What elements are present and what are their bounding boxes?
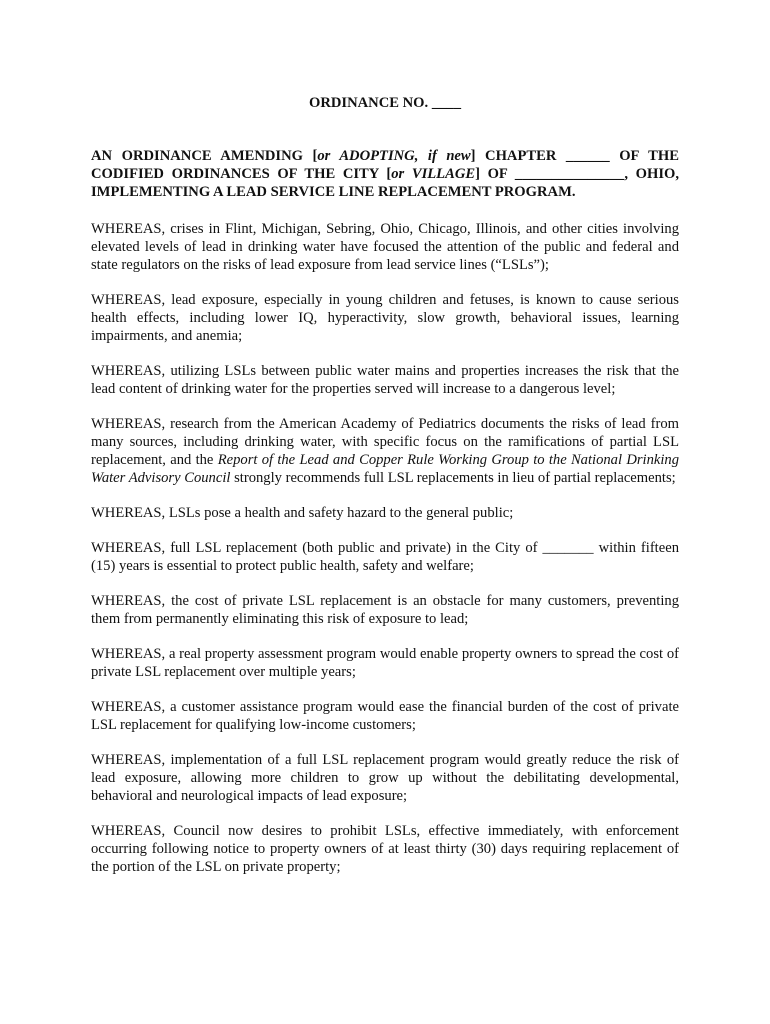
pediatrics-text-2: strongly recommends full LSL replacements in lieu of partial replacements;: [230, 470, 676, 486]
ordinance-title: ORDINANCE NO. ____: [308, 95, 462, 111]
pediatrics-text-1: WHEREAS, research from the American Academy of Pediatrics documents the risks of lead from many sources, including drinking water, with specific focus on the ramifications of partial LSL replacement, and the: [91, 416, 679, 468]
whereas-prohibit-lsls: WHEREAS, Council now desires to prohibit LSLs, effective immediately, with enforcement occurring following notice to property owners of at least thirty (30) days requiring replacement of the portion of the LSL on private property;: [91, 823, 679, 875]
heading-text-2: ] CHAPTER ______ OF THE CODIFIED ORDINANCES OF THE CITY [: [91, 148, 679, 182]
whereas-crises: WHEREAS, crises in Flint, Michigan, Sebring, Ohio, Chicago, Illinois, and other cities involving elevated levels of lead in drinking water have focused the attention of the public and federal and state regulators on the risks of lead exposure from lead service lines (“LSLs”);: [91, 221, 679, 273]
heading-text-1: AN ORDINANCE AMENDING [: [91, 148, 318, 164]
heading-italic-2: or VILLAGE: [391, 166, 476, 182]
whereas-full-replacement: WHEREAS, full LSL replacement (both public and private) in the City of _______ within fifteen (15) years is essential to protect public health, safety and welfare;: [91, 540, 679, 574]
report-title: Report of the Lead and Copper Rule Working Group to the National Drinking Water Advisory Council: [91, 452, 680, 486]
heading-italic-1: or ADOPTING, if new: [317, 148, 471, 164]
whereas-utilizing-lsls: WHEREAS, utilizing LSLs between public water mains and properties increases the risk that the lead content of drinking water for the properties served will increase to a dangerous level;: [91, 363, 679, 397]
whereas-assessment-program: WHEREAS, a real property assessment program would enable property owners to spread the cost of private LSL replacement over multiple years;: [91, 646, 679, 680]
whereas-cost-obstacle: WHEREAS, the cost of private LSL replacement is an obstacle for many customers, preventing them from permanently eliminating this risk of exposure to lead;: [91, 593, 679, 627]
ordinance-heading: [91, 147, 679, 201]
document-page: [91, 94, 679, 893]
whereas-reduce-risk: WHEREAS, implementation of a full LSL replacement program would greatly reduce the risk of lead exposure, allowing more children to grow up without the debilitating developmental, behavioral and neurological impacts of lead exposure;: [91, 752, 679, 804]
heading-text-3: ] OF _______________, OHIO, IMPLEMENTING A LEAD SERVICE LINE REPLACEMENT PROGRAM.: [91, 166, 679, 200]
whereas-health-effects: WHEREAS, lead exposure, especially in young children and fetuses, is known to cause serious health effects, including lower IQ, hyperactivity, slow growth, behavioral issues, learning impairments, and anemia;: [91, 292, 679, 344]
whereas-pediatrics: [91, 415, 679, 487]
whereas-assistance-program: WHEREAS, a customer assistance program would ease the financial burden of the cost of private LSL replacement for qualifying low-income customers;: [91, 699, 679, 733]
whereas-hazard: WHEREAS, LSLs pose a health and safety hazard to the general public;: [91, 505, 514, 521]
